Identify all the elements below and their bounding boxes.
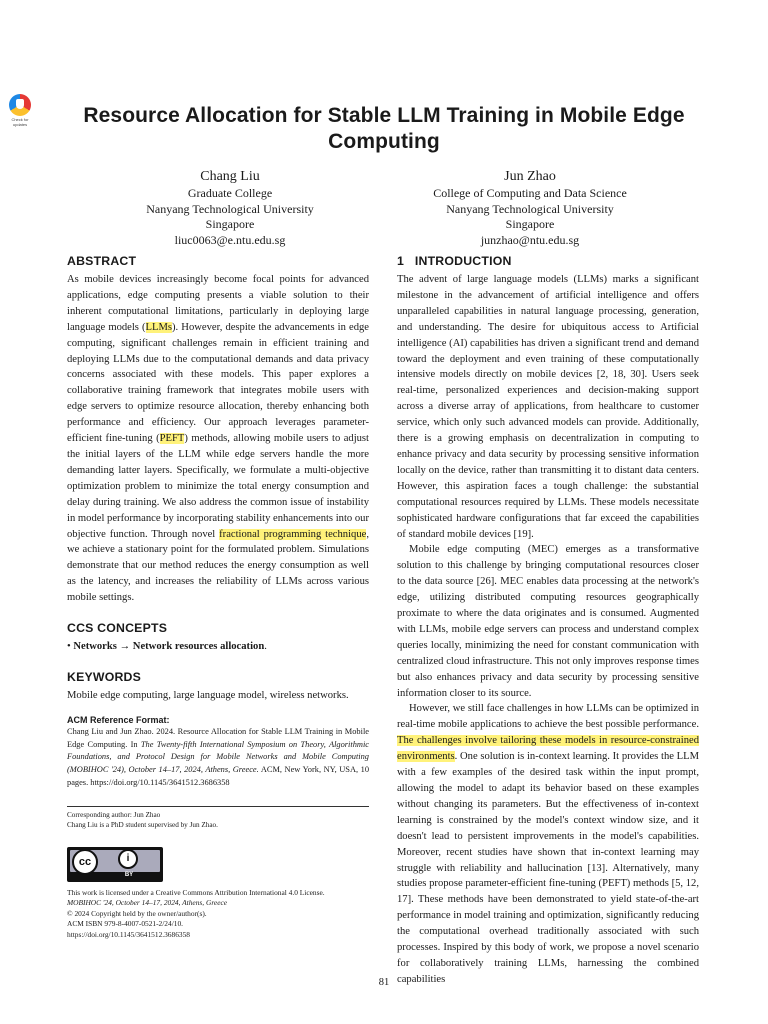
license-info: This work is licensed under a Creative Commons Attribution International 4.0 License. MOBIHOC '24, October 14–17, 2024, Athens, Greece © 2024 Copyright held by the owner/author(s). ACM ISBN 979-8-4007-0521-2/24/10. https://doi.org/10.1145/3641512.3686358 [67,888,369,941]
highlight: The challenges involve tailoring these models in resource-constrained environments [397,735,699,763]
keywords-heading: KEYWORDS [67,669,142,684]
footnote: Corresponding author: Jun Zhao Chang Liu is a PhD student supervised by Jun Zhao. [67,810,218,830]
highlight: PEFT [159,433,185,445]
abstract-heading: ABSTRACT [67,254,137,268]
ccs-text: • Networks → Network resources allocation. [67,641,267,653]
keywords-section [67,670,369,704]
left-column [67,254,369,941]
paper-title: Resource Allocation for Stable LLM Training in Mobile Edge Computing [83,104,685,153]
creative-commons-icon: cc [72,849,98,875]
abstract-text: As mobile devices increasingly become focal points for advanced applications, edge computing presents a viable solution to their inherent computational limitations, particularly in deploying large language models (LLMs). However, despite the advancements in edge computing, significant challenges remain in efficient training and deploying LLMs due to the computational demands and data privacy concerns associated with these models. This paper explores a collaborative training framework that integrates mobile users with edge servers to optimize resource allocation, thereby enhancing both performance and efficiency. Our approach leverages parameter-efficient fine-tuning (PEFT) methods, allowing mobile users to adjust the initial layers of the LLM while edge servers handle the more demanding latter layers. Specifically, we formulate a multi-objective optimization problem to minimize the total energy consumption and delay during training. We also address the common issue of instability in model performance by incorporating stability enhancements into our objective function. Through novel fractional programming technique, we achieve a stationary point for the formulated problem. Simulations demonstrate that our method reduces the energy consumption as well as the latency, and increases the reliability of LLMs across various mobile settings. [67,274,370,604]
page-number: 81 [378,977,390,988]
intro-paragraph-3: However, we still face challenges in how LLMs can be optimized in real-time mobile applications to achieve the best possible performance. The challenges involve tailoring these models in resource-constrained environments. One solution is in-context learning. It provides the LLM with a few examples of the desired task within the input prompt, allowing the model to adapt its behavior based on these examples without changing its parameters. But the effectiveness of in-context learning is constrained by the model's context window size, and it doesn't lead to persistent improvements in the model's capabilities. Moreover, recent studies have shown that in-context learning may struggle with reliability and hallucination [13]. Alternatively, many studies propose parameter-efficient fine-tuning (PEFT) methods [5, 12, 17]. These methods have been demonstrated to yield state-of-the-art performance in model training and optimization, significantly reducing the computational overhead traditionally associated with such processes. Inspired by this body of work, we propose a novel scenario for collaboratively training LLMs, harnessing the combined capabilities [397,703,699,985]
ccs-heading: CCS CONCEPTS [67,621,168,636]
right-column [397,254,699,988]
author-block-2 [380,167,680,248]
author-country: Singapore [205,217,255,231]
highlight: fractional programming technique [219,528,367,540]
author-affiliation: College of Computing and Data Science [433,186,627,200]
author-email[interactable]: junzhao@ntu.edu.sg [480,232,580,247]
acm-reference-text: Chang Liu and Jun Zhao. 2024. Resource Allocation for Stable LLM Training in Mobile Edge Computing. In The Twenty-fifth International Symposium on Theory, Algorithmic Foundations, and Protocol Design for Mobile Networks and Mobile Computing (MOBIHOC '24), October 14–17, 2024, Athens, Greece. ACM, New York, NY, USA, 10 pages. https://doi.org/10.1145/3641512.3686358 [67,726,370,788]
badge-label: Check for updates [11,117,29,127]
author-affiliation: Nanyang Technological University [146,201,314,216]
acm-reference [67,714,369,790]
by-label: BY [124,871,134,878]
cc-by-license-logo[interactable] [67,847,163,882]
author-affiliation: Nanyang Technological University [446,201,614,216]
author-email[interactable]: liuc0063@e.ntu.edu.sg [174,232,286,247]
intro-paragraph-2: Mobile edge computing (MEC) emerges as a transformative solution to this challenge by bringing computational resources closer to the data source [26]. MEC enables data processing at the network's edge, utilizing distributed computing resources geographically proximate to where the data originates and is consumed. Augmented with LLMs, mobile edge servers can process and understand complex queries locally, minimizing the need for constant communication with centralized cloud infrastructure. This not only improves response times but also enhances privacy and data security by processing sensitive information closer to its source. [397,544,699,699]
author-block-1 [80,167,380,248]
footnote-divider [67,806,369,807]
attribution-icon: i [118,849,138,869]
keywords-text: Mobile edge computing, large language model, wireless networks. [67,689,349,701]
intro-paragraph-1: The advent of large language models (LLMs) marks a significant milestone in the advancement of artificial intelligence and offers unparalleled capabilities in natural language processing, generation, and understanding. The desire for ubiquitous access to Artificial intelligence (AI) capabilities has driven a significant trend and demand toward the deployment and even training of these computationally intensive models directly on mobile devices [2, 18, 30]. Users seek real-time, personalized experiences and decision-making support across a diverse array of applications, from healthcare to customer service, which only such advanced models can provide. Additionally, there is a growing emphasis on decentralization in computing to enhance privacy and data security by processing sensitive information locally on the device, rather than transmitting it to distant data centers. However, this aspiration faces a tough challenge: the substantial computational resources required by LLMs. These models necessitate sophisticated hardware configurations that far exceed the capabilities of standard mobile devices [19]. [397,274,699,540]
doi-link[interactable]: https://doi.org/10.1145/3641512.3686358 [67,930,190,940]
author-affiliation: Graduate College [187,186,273,200]
highlight: LLMs [145,321,173,333]
acm-reference-heading: ACM Reference Format: [67,714,170,725]
author-country: Singapore [505,217,555,231]
author-name: Jun Zhao [504,169,556,184]
check-for-updates-icon [9,94,31,116]
introduction-heading: 1 INTRODUCTION [397,254,512,268]
check-for-updates-badge[interactable] [6,94,34,126]
ccs-concepts-section [67,621,369,655]
author-name: Chang Liu [200,169,260,184]
